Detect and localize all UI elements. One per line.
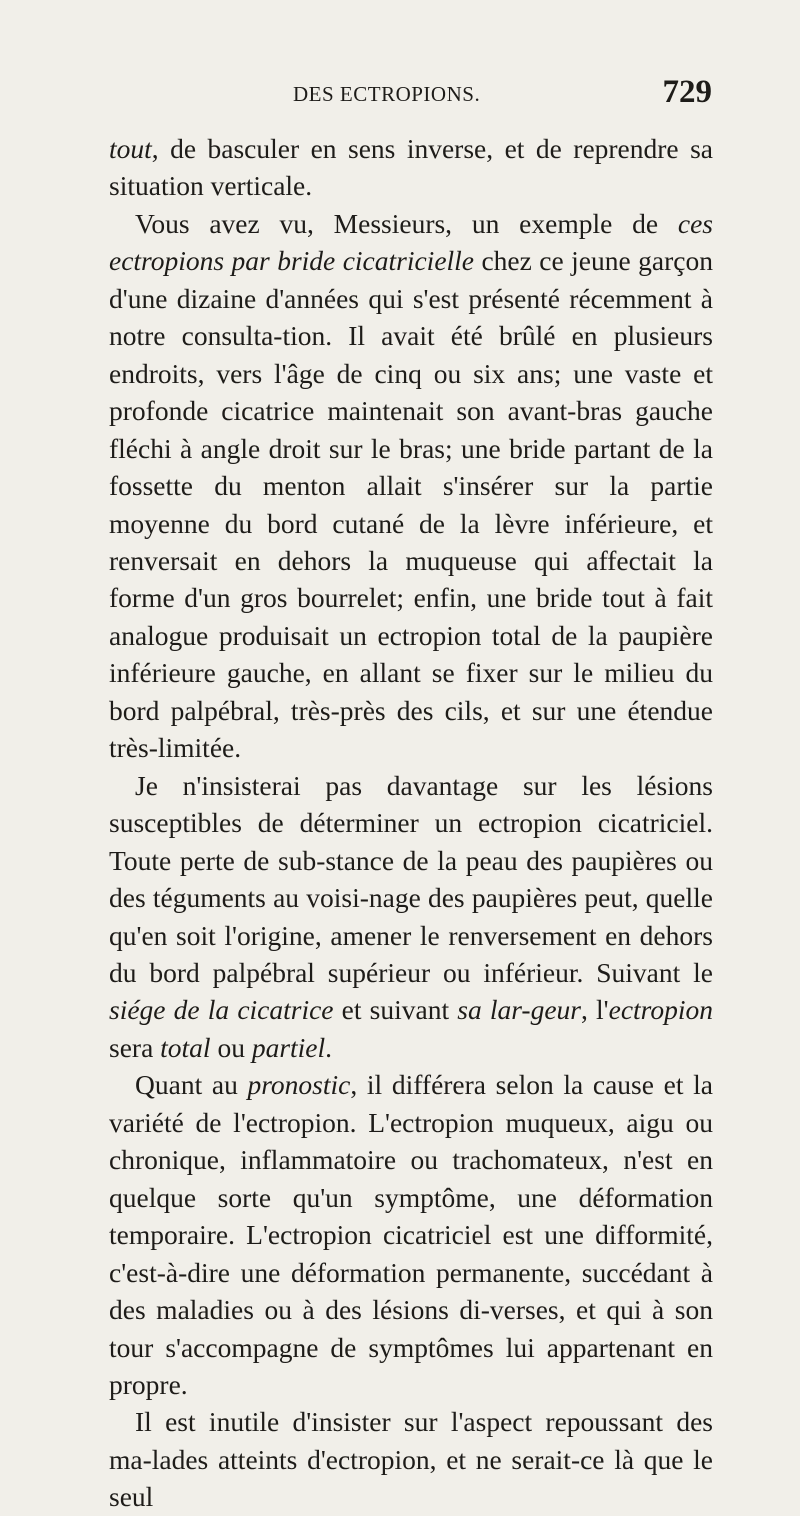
text-segment: , de basculer en sens inverse, et de reprendre sa situation verticale. [109,133,713,202]
paragraph-5 [109,1403,713,1515]
text-segment: , l' [580,994,609,1026]
text-segment: Quant au [135,1069,248,1101]
page-number: 729 [662,74,712,110]
running-head [109,74,712,114]
text-segment: . [325,1031,333,1063]
text-segment: , il différera selon la cause et la variété de l'ectropion. L'ectropion muqueux, aigu ou chronique, inflammatoire ou trachomateux, n'est en quelque sorte qu'un symptôme, une déformation temporaire. L'ectropion cicatriciel est une difformité, c'est-à-dire une déformation permanente, succédant à des maladies ou à des lésions di-verses, et qui à son tour s'accompagne de symptômes lui appartenant en propre. [109,1069,713,1400]
italic-text-segment: tout [109,133,152,164]
body-text [109,130,713,1516]
paragraph-2 [109,205,713,767]
italic-text-segment: pronostic [247,1069,351,1101]
italic-text-segment: ces ectropions par bride cicatricielle [109,207,713,277]
text-segment: Il est inutile d'insister sur l'aspect repoussant des ma-lades atteints d'ectropion, et ne serait-ce là que le seul [109,1406,713,1513]
text-segment: sera [109,1031,161,1063]
paragraph-1 [109,130,713,205]
italic-text-segment: ectropion [608,994,713,1026]
text-segment: Je n'insisterai pas davantage sur les lésions susceptibles de déterminer un ectropion cicatriciel. Toute perte de sub-stance de la peau des paupières ou des téguments au voisi-nage des paupières peut, quelle qu'en soit l'origine, amener le renversement en dehors du bord palpébral supérieur ou inférieur. Suivant le [109,769,713,988]
paragraph-4 [109,1066,713,1403]
italic-text-segment: siége de la cicatrice [109,994,334,1026]
italic-text-segment: total [160,1031,211,1063]
text-segment: ou [210,1031,252,1063]
paragraph-3 [109,767,713,1067]
italic-text-segment: partiel [251,1031,326,1063]
text-segment: Vous avez vu, Messieurs, un exemple de [135,207,678,239]
text-segment: et suivant [333,994,458,1026]
running-title: DES ECTROPIONS. [293,82,481,106]
italic-text-segment: sa lar-geur [457,994,581,1026]
text-segment: chez ce jeune garçon d'une dizaine d'années qui s'est présenté récemment à notre consulta-tion. Il avait été brûlé en plusieurs endroits, vers l'âge de cinq ou six ans; une vaste et profonde cicatrice maintenait son avant-bras gauche fléchi à angle droit sur le bras; une bride partant de la fossette du menton allait s'insérer sur la partie moyenne du bord cutané de la lèvre inférieure, et renversait en dehors la muqueuse qui affectait la forme d'un gros bourrelet; enfin, une bride tout à fait analogue produisait un ectropion total de la paupière inférieure gauche, en allant se fixer sur le milieu du bord palpébral, très-près des cils, et sur une étendue très-limitée. [109,245,713,764]
